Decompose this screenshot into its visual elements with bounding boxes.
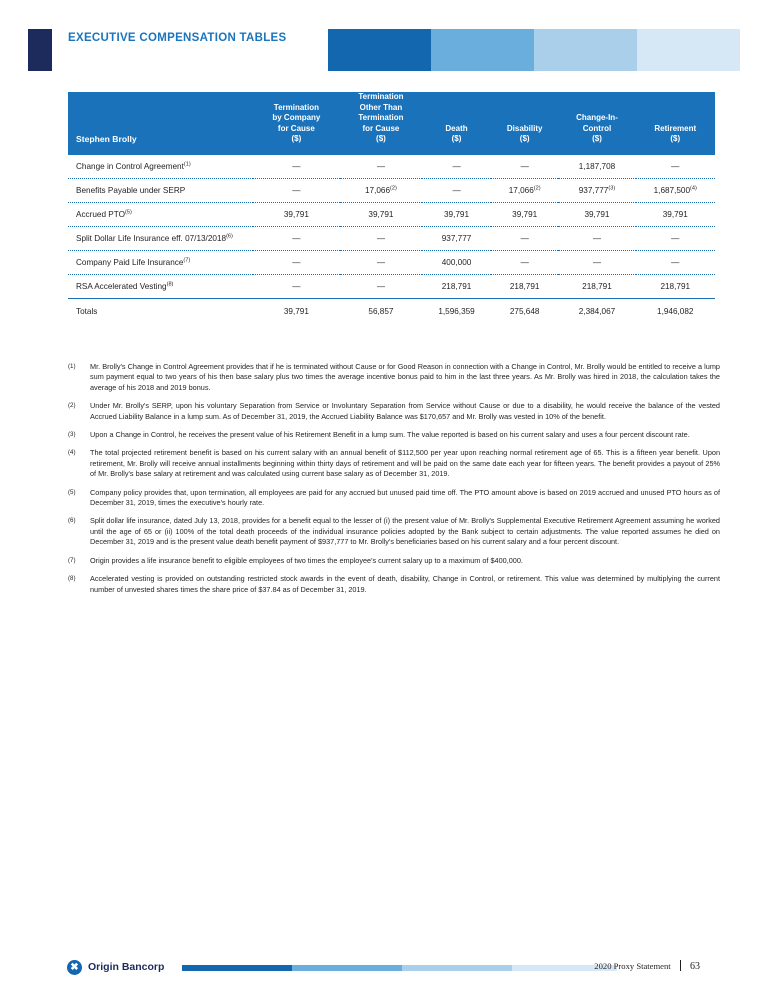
row-cell: — bbox=[253, 226, 340, 250]
row-cell: — bbox=[253, 178, 340, 202]
table-body bbox=[68, 155, 715, 324]
table-totals-row bbox=[68, 298, 715, 324]
footnote-text: Mr. Brolly's Change in Control Agreement provides that if he is terminated without Cause or for Good Reason in connection with a Change in Control, Mr. Brolly would be entitled to receive a lump sum payment equal to two years of his then base salary plus two times the average incentive bonus paid to him in the last three years. As Mr. Brolly was hired in 2018, the calculation takes the average of his 2018 and 2019 bonus. bbox=[90, 362, 720, 392]
header-bar-2 bbox=[431, 29, 534, 71]
table-header-row bbox=[68, 92, 715, 155]
header-bar-1 bbox=[328, 29, 431, 71]
footnote-text: Upon a Change in Control, he receives the present value of his Retirement Benefit in a lump sum. The value reported is based on his current salary and uses a four percent discount rate. bbox=[90, 430, 690, 440]
row-cell: 218,791 bbox=[491, 274, 558, 298]
footer-meta bbox=[594, 960, 700, 972]
totals-label: Totals bbox=[68, 298, 253, 324]
footnote-item bbox=[68, 430, 720, 440]
totals-cell: 275,648 bbox=[491, 298, 558, 324]
footnote-item bbox=[68, 362, 720, 393]
compensation-table-container bbox=[68, 92, 715, 324]
page-title: EXECUTIVE COMPENSATION TABLES bbox=[68, 32, 287, 44]
footnote-text: Company policy provides that, upon termination, all employees are paid for any accrued but unused paid time off. The PTO amount above is based on 2019 accrued and unused PTO hours as of December 31, 2019, times the executive's hourly rate. bbox=[90, 487, 720, 508]
footnote-item bbox=[68, 401, 720, 422]
footer-color-bars bbox=[182, 965, 617, 971]
row-cell: — bbox=[491, 155, 558, 179]
footnote-ref: (6) bbox=[226, 232, 233, 239]
footnote-item bbox=[68, 488, 720, 509]
row-cell: 937,777$^{(3)}$ bbox=[558, 178, 635, 202]
footer-bar-2 bbox=[292, 965, 402, 971]
row-cell: 39,791 bbox=[253, 202, 340, 226]
column-header-death: Death ($) bbox=[422, 92, 491, 155]
row-cell: 218,791 bbox=[422, 274, 491, 298]
footnote-number: (6) bbox=[68, 517, 76, 525]
table-row bbox=[68, 250, 715, 274]
page-number: 63 bbox=[690, 961, 700, 972]
footnote-text: Under Mr. Brolly's SERP, upon his voluntary Separation from Service or Involuntary Separation from Service without Cause or due to a disability, he would receive the balance of the vested Accrued Liability Balance in a lump sum. As of December 31, 2019, the Accrued Liability Balance was $170,657 and Mr. Brolly was vested in 10% of the benefit. bbox=[90, 401, 720, 421]
table-row bbox=[68, 274, 715, 298]
row-cell: 400,000 bbox=[422, 250, 491, 274]
footnote-ref: (8) bbox=[166, 280, 174, 287]
row-cell: 39,791 bbox=[558, 202, 635, 226]
header-bar-4 bbox=[637, 29, 740, 71]
footnote-ref: (5) bbox=[125, 208, 132, 215]
row-label: Company Paid Life Insurance$^{(7)}$ bbox=[68, 250, 253, 274]
row-cell: — bbox=[253, 274, 340, 298]
row-cell: 39,791 bbox=[636, 202, 715, 226]
page-header bbox=[0, 0, 768, 88]
footnote-item bbox=[68, 516, 720, 547]
totals-cell: 1,596,359 bbox=[422, 298, 491, 324]
footer-bar-3 bbox=[402, 965, 512, 971]
brand-name: Origin Bancorp bbox=[88, 961, 165, 973]
row-cell: — bbox=[340, 250, 422, 274]
footer-divider bbox=[680, 960, 681, 971]
footnote-ref: (7) bbox=[183, 256, 191, 263]
row-label: Split Dollar Life Insurance eff. 07/13/2018$^{(6)}$ bbox=[68, 226, 253, 250]
column-header-disability: Disability ($) bbox=[491, 92, 558, 155]
totals-cell: 2,384,067 bbox=[558, 298, 635, 324]
row-cell: 218,791 bbox=[636, 274, 715, 298]
row-cell: 17,066$^{(2)}$ bbox=[340, 178, 422, 202]
row-cell: — bbox=[422, 155, 491, 179]
row-cell: 218,791 bbox=[558, 274, 635, 298]
column-header-termination-other-than-for-cause: Termination Other Than Termination for Cause ($) bbox=[340, 92, 422, 155]
footnote-number: (4) bbox=[68, 449, 76, 457]
table-row bbox=[68, 155, 715, 179]
row-cell: 39,791 bbox=[422, 202, 491, 226]
footnote-number: (5) bbox=[68, 488, 76, 496]
footnote-text: Accelerated vesting is provided on outstanding restricted stock awards in the event of death, disability, Change in Control, or retirement. This value was determined by multiplying the current number of unvested shares times the share price of $37.84 as of December 31, 2019. bbox=[90, 574, 720, 594]
footer-bar-1 bbox=[182, 965, 292, 971]
row-cell: 1,187,708 bbox=[558, 155, 635, 179]
table-row bbox=[68, 202, 715, 226]
header-accent-block bbox=[28, 29, 52, 71]
footnote-number: (8) bbox=[68, 575, 76, 583]
totals-cell: 1,946,082 bbox=[636, 298, 715, 324]
row-cell: — bbox=[340, 155, 422, 179]
footnote-ref: (1) bbox=[183, 160, 191, 167]
row-cell: — bbox=[491, 226, 558, 250]
row-cell: — bbox=[422, 178, 491, 202]
column-header-retirement: Retirement ($) bbox=[636, 92, 715, 155]
row-label: Change in Control Agreement$^{(1)}$ bbox=[68, 155, 253, 179]
row-cell: 1,687,500$^{(4)}$ bbox=[636, 178, 715, 202]
footnote-item bbox=[68, 556, 720, 566]
table-row bbox=[68, 178, 715, 202]
footnote-item bbox=[68, 574, 720, 595]
footnote-text: The total projected retirement benefit is based on his current salary with an annual benefit of $112,500 per year upon reaching normal retirement age of 65. This is a fifteen year benefit. Upon retirement, Mr. Brolly will receive annual installments beginning within thirty days of retirement and will be paid on the same date each year for fifteen years. The benefit provides a payout of 25% of Mr. Brolly's base salary at retirement and was calculated using current base salary as of December 31, 2019. bbox=[90, 448, 720, 479]
row-cell: — bbox=[558, 226, 635, 250]
table-row bbox=[68, 226, 715, 250]
row-cell: 937,777 bbox=[422, 226, 491, 250]
row-cell: — bbox=[636, 155, 715, 179]
row-cell: 17,066$^{(2)}$ bbox=[491, 178, 558, 202]
footnote-item bbox=[68, 448, 720, 479]
row-cell: — bbox=[491, 250, 558, 274]
compensation-table bbox=[68, 92, 715, 324]
footnote-text: Origin provides a life insurance benefit to eligible employees of two times the employee's current salary up to a maximum of $400,000. bbox=[90, 555, 523, 565]
header-color-bars bbox=[328, 29, 740, 71]
footnote-text: Split dollar life insurance, dated July 13, 2018, provides for a benefit equal to the lesser of (i) the present value of Mr. Brolly's Supplemental Executive Retirement Agreement assuming he worked until the age of 65 or (ii) 100% of the total death proceeds of the individual insurance policies adopted by the Bank subject to certain adjustments. The value reported assumes he died on December 31, 2019 and is the present value death benefit payment of $937,777 to Mr. Brolly's beneficiaries based on his current salary and a four percent discount. bbox=[90, 516, 720, 547]
logo-x-glyph: ✖ bbox=[70, 962, 79, 973]
row-label: Accrued PTO$^{(5)}$ bbox=[68, 202, 253, 226]
row-cell: — bbox=[340, 226, 422, 250]
document-title: 2020 Proxy Statement bbox=[594, 961, 671, 971]
page-footer bbox=[0, 948, 768, 1000]
totals-cell: 39,791 bbox=[253, 298, 340, 324]
row-cell: — bbox=[636, 226, 715, 250]
footnotes-list bbox=[68, 362, 720, 603]
column-header-executive-name bbox=[68, 92, 253, 155]
footnote-number: (3) bbox=[68, 431, 76, 439]
column-header-change-in-control: Change-In- Control ($) bbox=[558, 92, 635, 155]
row-cell: — bbox=[340, 274, 422, 298]
executive-name-label: Stephen Brolly bbox=[76, 134, 137, 144]
row-label: RSA Accelerated Vesting$^{(8)}$ bbox=[68, 274, 253, 298]
row-cell: 39,791 bbox=[491, 202, 558, 226]
footnote-number: (1) bbox=[68, 363, 76, 370]
row-cell: — bbox=[253, 250, 340, 274]
totals-cell: 56,857 bbox=[340, 298, 422, 324]
column-header-termination-by-company-for-cause: Termination by Company for Cause ($) bbox=[253, 92, 340, 155]
footnote-number: (2) bbox=[68, 402, 76, 410]
row-label: Benefits Payable under SERP bbox=[68, 178, 253, 202]
table-head bbox=[68, 92, 715, 155]
row-cell: — bbox=[636, 250, 715, 274]
row-cell: 39,791 bbox=[340, 202, 422, 226]
row-cell: — bbox=[558, 250, 635, 274]
row-cell: — bbox=[253, 155, 340, 179]
header-bar-3 bbox=[534, 29, 637, 71]
footnote-number: (7) bbox=[68, 556, 76, 564]
